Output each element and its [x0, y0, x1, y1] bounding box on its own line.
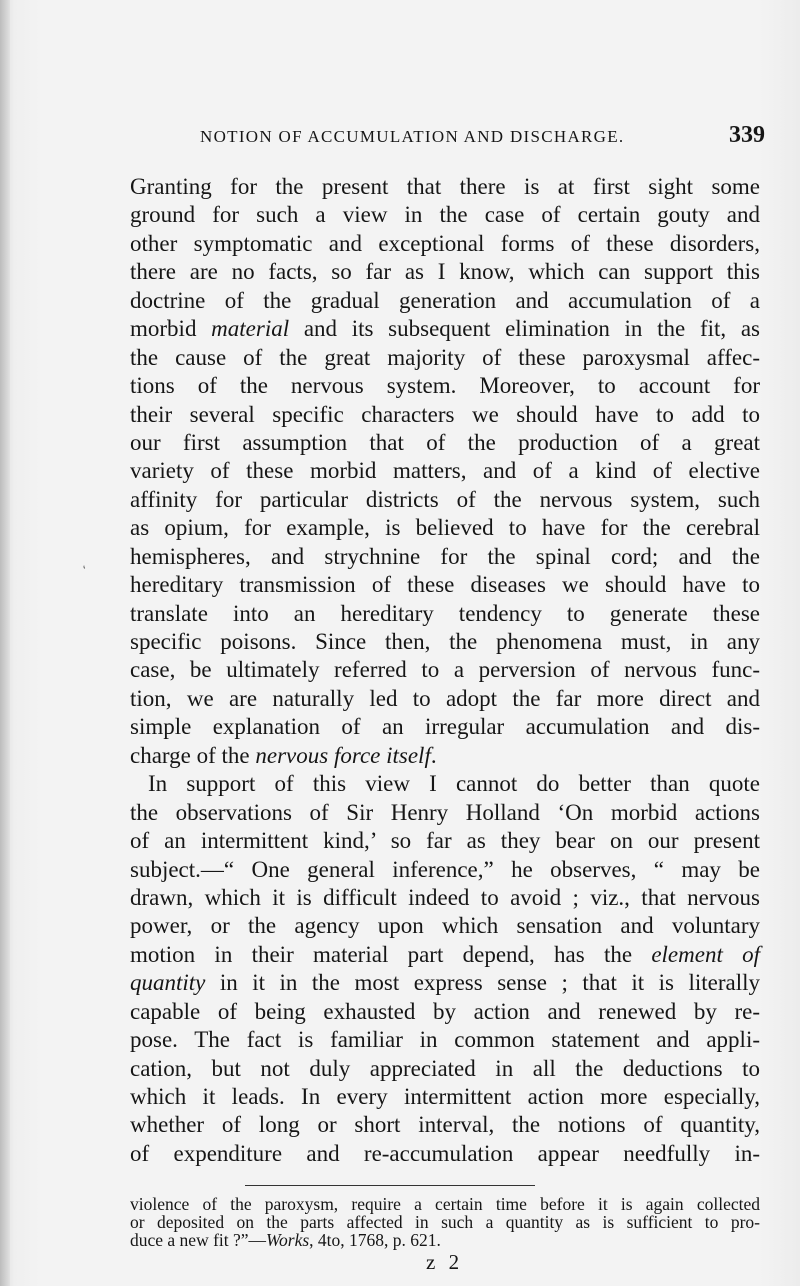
page-header — [200, 122, 765, 152]
text-line: other symptomatic and exceptional forms of these disorders, — [130, 230, 760, 256]
text-line: charge of the nervous force itself. — [130, 742, 437, 768]
text-line: subject.—“ One general inference,” he observes, “ may be — [130, 856, 760, 882]
text-line: motion in their material part depend, has the element of — [130, 941, 760, 967]
footnote-line: violence of the paroxysm, require a certain time before it is again collected — [130, 1194, 760, 1214]
text-line: of an intermittent kind,’ so far as they bear on our present — [130, 828, 760, 854]
signature-mark: z 2 — [426, 1250, 464, 1274]
page-gutter-shadow — [0, 0, 10, 1286]
text-line: ground for such a view in the case of certain gouty and — [130, 202, 760, 228]
main-text — [130, 173, 760, 1168]
text-line: our first assumption that of the production of a great — [130, 429, 760, 455]
text-line: of expenditure and re-accumulation appear needfully in- — [130, 1140, 760, 1166]
text-line: quantity in it in the most express sense ; that it is literally — [130, 970, 760, 996]
footnote-citation-title: Works — [266, 1230, 310, 1250]
text-line: pose. The fact is familiar in common statement and appli- — [130, 1027, 760, 1053]
emphasis-nervous-force: nervous force itself — [255, 742, 431, 768]
paragraph-start-line: In support of this view I cannot do better than quote — [148, 771, 760, 797]
footnote-line: or deposited on the parts affected in such a quantity as is sufficient to pro- — [130, 1212, 760, 1232]
text-line: the observations of Sir Henry Holland ‘On morbid actions — [130, 799, 760, 825]
emphasis-quantity: quantity — [130, 970, 206, 996]
text-line: Granting for the present that there is at first sight some — [130, 174, 760, 199]
text-line: hemispheres, and strychnine for the spinal cord; and the — [130, 543, 760, 569]
text-line: affinity for particular districts of the nervous system, such — [130, 486, 760, 512]
margin-speck: ‘ — [80, 563, 92, 577]
footnote — [130, 1195, 760, 1249]
emphasis-element-of: element of — [651, 941, 760, 967]
text-line: doctrine of the gradual generation and accumulation of a — [130, 287, 760, 313]
text-line: translate into an hereditary tendency to generate these — [130, 600, 760, 626]
text-line: there are no facts, so far as I know, which can support this — [130, 259, 760, 285]
text-line: whether of long or short interval, the notions of quantity, — [130, 1112, 760, 1138]
text-line: which it leads. In every intermittent action more especially, — [130, 1084, 760, 1109]
footnote-line: duce a new fit ?”—Works, 4to, 1768, p. 621. — [130, 1230, 441, 1250]
page-number: 339 — [729, 122, 765, 148]
text-line: as opium, for example, is believed to have for the cerebral — [130, 515, 760, 541]
text-line: power, or the agency upon which sensation and voluntary — [130, 913, 760, 939]
emphasis-material: material — [211, 316, 290, 342]
text-line: the cause of the great majority of these paroxysmal affec- — [130, 344, 760, 370]
text-line: case, be ultimately referred to a perversion of nervous func- — [130, 657, 760, 683]
text-line: capable of being exhausted by action and renewed by re- — [130, 998, 760, 1024]
text-line: cation, but not duly appreciated in all the deductions to — [130, 1055, 760, 1081]
running-title: NOTION OF ACCUMULATION AND DISCHARGE. — [200, 127, 625, 146]
text-line: variety of these morbid matters, and of a kind of elective — [130, 458, 760, 484]
text-line: simple explanation of an irregular accumulation and dis- — [130, 714, 760, 740]
text-line: drawn, which it is difficult indeed to avoid ; viz., that nervous — [130, 884, 760, 910]
text-line: tion, we are naturally led to adopt the far more direct and — [130, 685, 760, 711]
text-line: morbid material and its subsequent elimination in the fit, as — [130, 316, 760, 342]
text-line: their several specific characters we should have to add to — [130, 401, 760, 427]
text-line: hereditary transmission of these diseases we should have to — [130, 572, 760, 598]
text-line: specific poisons. Since then, the phenomena must, in any — [130, 629, 760, 654]
text-line: tions of the nervous system. Moreover, to account for — [130, 373, 760, 399]
footnote-divider — [245, 1185, 535, 1186]
